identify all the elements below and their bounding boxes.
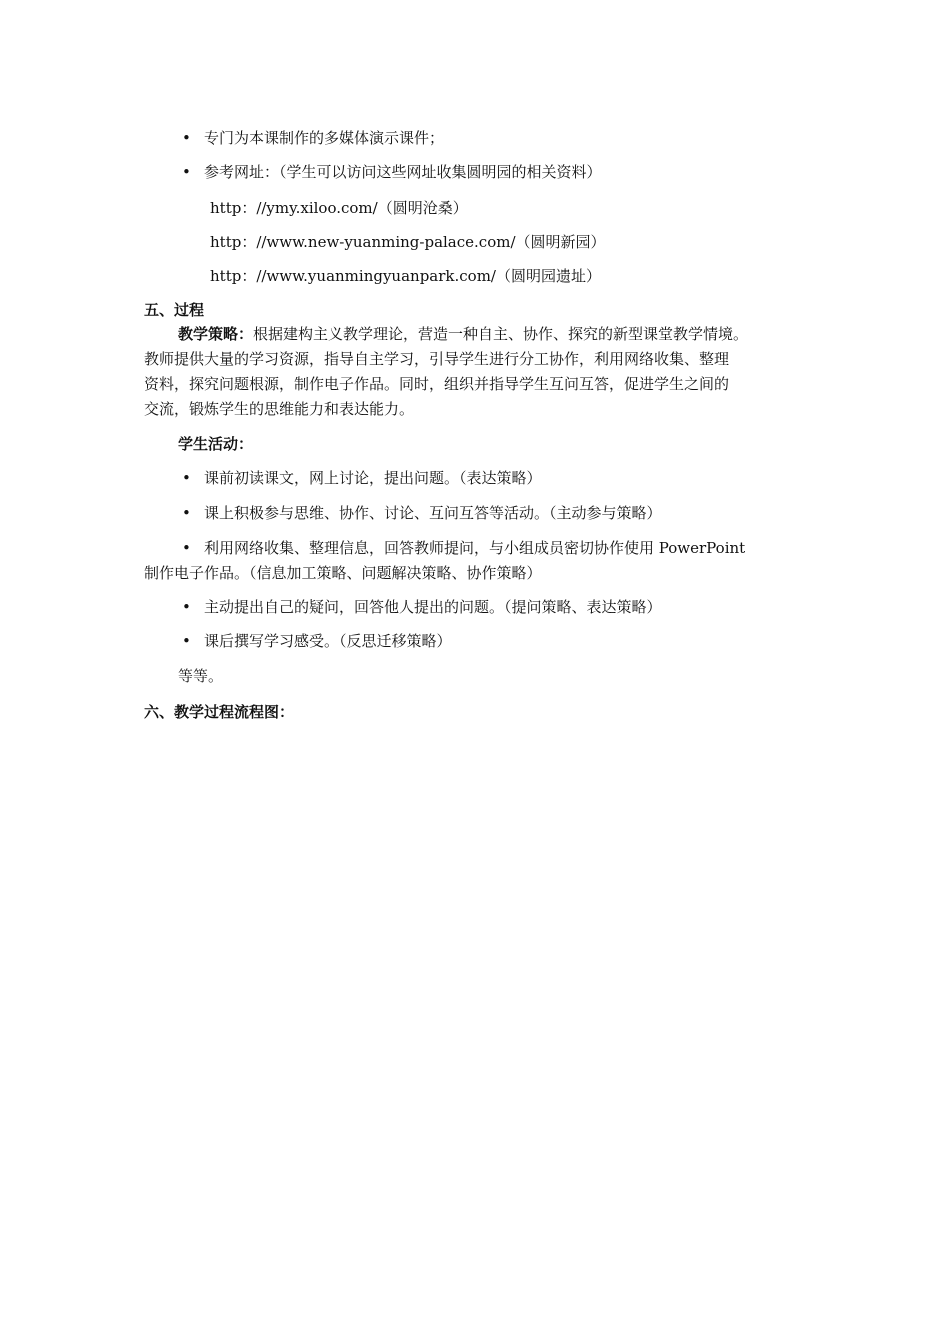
strategy-text-line-3: 资料，探究问题根源，制作电子作品。同时，组织并指导学生互问互答，促进学生之间的: [144, 375, 730, 393]
teaching-strategy-paragraph: [144, 322, 824, 422]
reference-url-1: http：//ymy.xiloo.com/（圆明沧桑）: [210, 199, 468, 217]
activity-item-5: 课后撰写学习感受。（反思迁移策略）: [204, 632, 452, 650]
activity-item-3-continued: 制作电子作品。（信息加工策略、问题解决策略、协作策略）: [144, 564, 542, 582]
bullet-icon: •: [182, 632, 191, 650]
etc-text: 等等。: [178, 667, 224, 685]
bullet-icon: •: [182, 129, 191, 147]
reference-url-3: http：//www.yuanmingyuanpark.com/（圆明园遗址）: [210, 267, 601, 285]
student-activities-label: 学生活动：: [178, 435, 254, 453]
activity-item-3: 利用网络收集、整理信息，回答教师提问，与小组成员密切协作使用 PowerPoint: [204, 539, 746, 557]
strategy-text-line-2: 教师提供大量的学习资源，指导自主学习，引导学生进行分工协作，利用网络收集、整理: [144, 350, 730, 368]
bullet-icon: •: [182, 163, 191, 181]
bullet-icon: •: [182, 539, 191, 557]
section-heading-process: 五、过程: [144, 301, 205, 319]
resource-item-courseware: 专门为本课制作的多媒体演示课件；: [204, 129, 445, 147]
strategy-label: 教学策略：: [178, 325, 254, 343]
resource-item-websites: 参考网址：（学生可以访问这些网址收集圆明园的相关资料）: [204, 163, 602, 181]
bullet-icon: •: [182, 598, 191, 616]
activity-item-1: 课前初读课文，网上讨论，提出问题。（表达策略）: [204, 469, 542, 487]
activity-item-4: 主动提出自己的疑问，回答他人提出的问题。（提问策略、表达策略）: [204, 598, 662, 616]
section-heading-flowchart: 六、教学过程流程图：: [144, 703, 295, 721]
bullet-icon: •: [182, 469, 191, 487]
activity-item-2: 课上积极参与思维、协作、讨论、互问互答等活动。（主动参与策略）: [204, 504, 662, 522]
bullet-icon: •: [182, 504, 191, 522]
strategy-text-line-4: 交流，锻炼学生的思维能力和表达能力。: [144, 400, 415, 418]
strategy-text-line-1: 根据建构主义教学理论，营造一种自主、协作、探究的新型课堂教学情境。: [253, 325, 749, 343]
reference-url-2: http：//www.new-yuanming-palace.com/（圆明新园）: [210, 233, 606, 251]
